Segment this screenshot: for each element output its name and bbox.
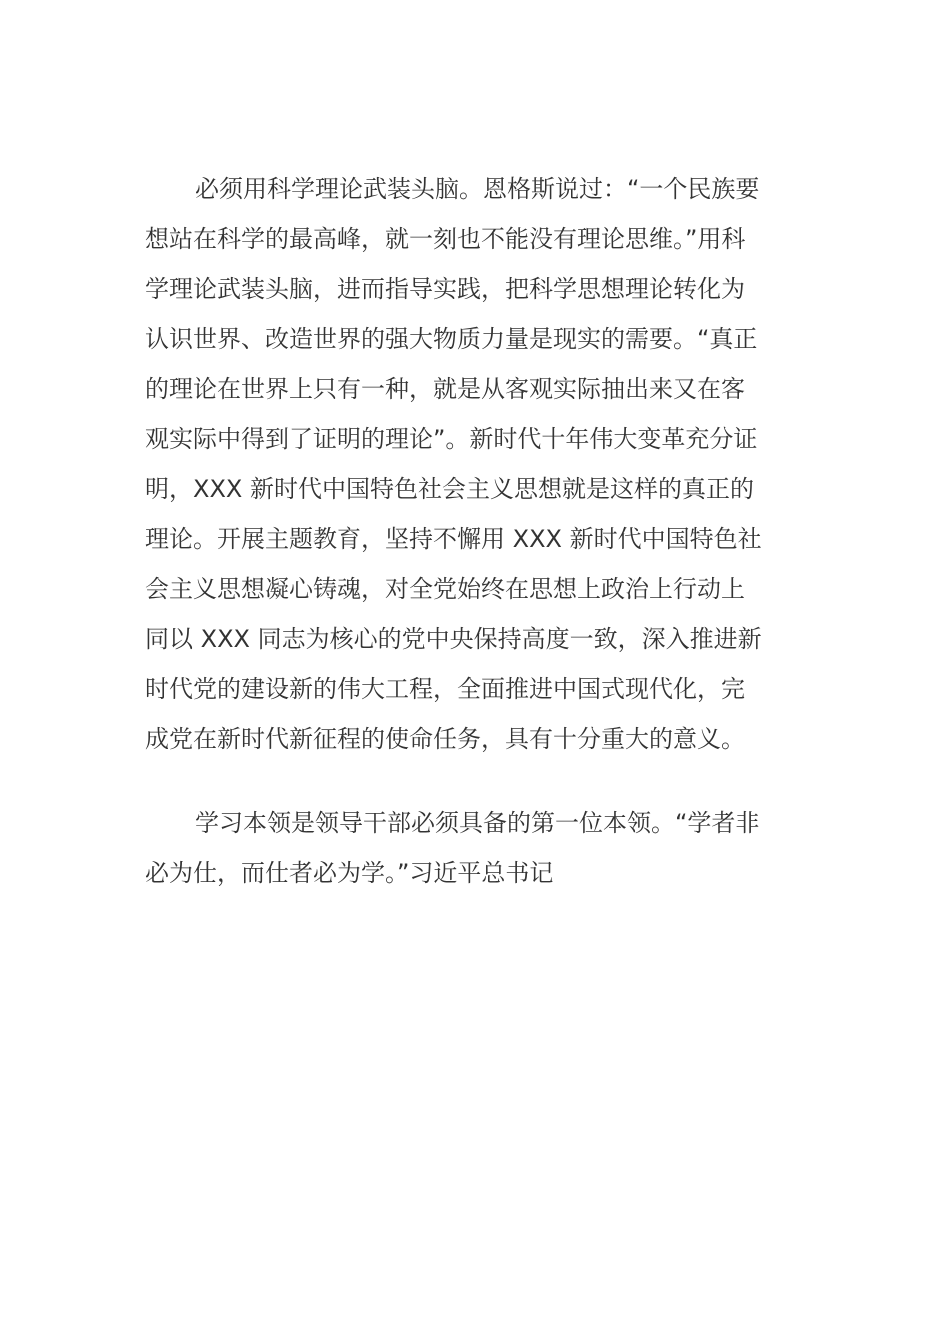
paragraph-line: 明，XXX 新时代中国特色社会主义思想就是这样的真正的: [145, 475, 754, 503]
line-text: 学习本领是领导干部必须具备的第一位本领。“学者非: [195, 809, 760, 837]
paragraph-line: 成党在新时代新征程的使命任务，具有十分重大的意义。: [145, 725, 745, 753]
paragraph-line: 理论。开展主题教育，坚持不懈用 XXX 新时代中国特色社: [145, 525, 762, 553]
paragraph-line: 同以 XXX 同志为核心的党中央保持高度一致，深入推进新: [145, 625, 762, 653]
paragraph-line: [145, 164, 795, 214]
paragraph-line: 的理论在世界上只有一种，就是从客观实际抽出来又在客: [145, 375, 745, 403]
paragraph-line: 时代党的建设新的伟大工程，全面推进中国式现代化，完: [145, 675, 745, 703]
paragraph-line: 观实际中得到了证明的理论”。新时代十年伟大变革充分证: [145, 425, 758, 453]
paragraph-line: 认识世界、改造世界的强大物质力量是现实的需要。“真正: [145, 325, 758, 353]
paragraph-line: 学理论武装头脑，进而指导实践，把科学思想理论转化为: [145, 275, 745, 303]
paragraph-line: 想站在科学的最高峰，就一刻也不能没有理论思维。”用科: [145, 225, 746, 253]
document-body: [145, 164, 795, 898]
paragraph-line: 会主义思想凝心铸魂，对全党始终在思想上政治上行动上: [145, 575, 745, 603]
paragraph-2: [145, 798, 795, 898]
line-text: 必须用科学理论武装头脑。恩格斯说过：“一个民族要: [195, 175, 760, 203]
paragraph-line: 必为仕，而仕者必为学。”习近平总书记: [145, 859, 554, 887]
paragraph-1: [145, 164, 795, 764]
paragraph-line: [145, 798, 795, 848]
